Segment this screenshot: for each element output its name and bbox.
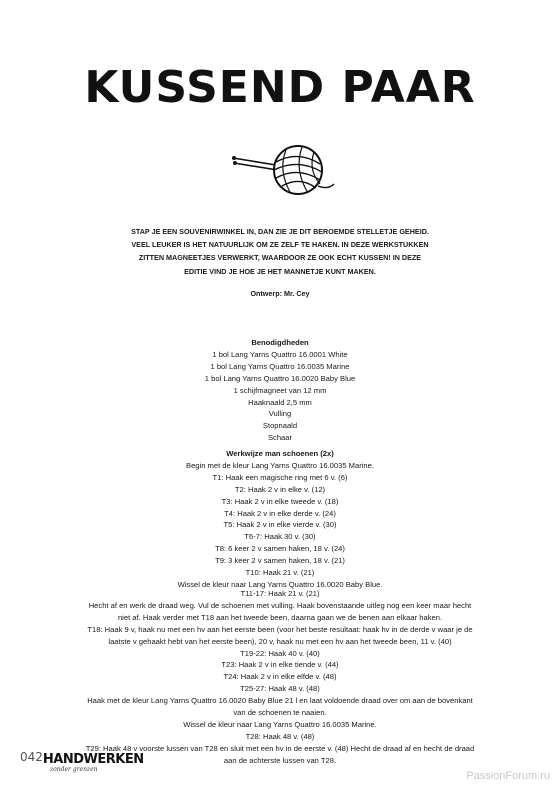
materials-section: [40, 337, 520, 444]
intro-line: ZITTEN MAGNEETJES VERWERKT, WAARDOOR ZE OOK ECHT KUSSEN! IN DEZE: [138, 253, 422, 263]
materials-item: Vulling: [268, 409, 292, 419]
method-line: T2: Haak 2 v in elke v. (12): [234, 484, 326, 494]
materials-item: 1 schijfmagneet van 12 mm: [233, 385, 327, 395]
continuation-line: Haak met de kleur Lang Yarns Quattro 16.0020 Baby Blue 21 l en laat voldoende draad over om aan de bovenkant: [87, 696, 473, 706]
brand-tagline: zonder grenzen: [50, 766, 98, 773]
intro-line: EDITIE VIND JE HOE JE HET MANNETJE KUNT MAKEN.: [184, 266, 376, 276]
continuation-line: T18: Haak 9 v, haak nu met een hv aan het eerste been (voor het beste resultaat: haak hv in de derde v waar je de: [87, 624, 473, 634]
page-title: KUSSEND PAAR: [84, 62, 476, 113]
continuation-line: T19-22: Haak 40 v. (40): [240, 648, 320, 658]
method-heading: Werkwijze man schoenen (2x): [226, 449, 334, 458]
method-line: Begin met de kleur Lang Yarns Quattro 16.0035 Marine.: [186, 460, 374, 470]
footer: [20, 750, 144, 773]
intro-line: STAP JE EEN SOUVENIRWINKEL IN, DAN ZIE JE DIT BEROEMDE STELLETJE GEHEID.: [131, 227, 429, 236]
continuation-line: Hecht af en werk de draad weg. Vul de schoenen met vulling. Haak bovenstaande uitleg nog een keer maar hecht: [88, 600, 472, 610]
page-number: 042: [20, 750, 43, 764]
method-line: T9: 3 keer 2 v samen haken, 18 v. (21): [215, 556, 345, 566]
method-line: T4: Haak 2 v in elke derde v. (24): [224, 508, 336, 518]
continuation-line: niet af. Haak verder met T18 aan het tweede been, daarna gaan we de benen aan elkaar haken.: [117, 612, 443, 622]
materials-heading: Benodigdheden: [251, 338, 309, 347]
materials-item: Haaknaald 2,5 mm: [248, 397, 312, 407]
method-section: [40, 448, 520, 591]
continuation-section: [30, 588, 530, 767]
materials-item: Schaar: [267, 433, 293, 443]
method-line: T1: Haak een magische ring met 6 v. (6): [212, 472, 348, 482]
continuation-line: T11-17: Haak 21 v. (21): [240, 589, 320, 598]
method-line: T8: 6 keer 2 v samen haken, 18 v. (24): [215, 544, 345, 554]
materials-item: Stopnaald: [262, 421, 298, 431]
method-line: T3: Haak 2 v in elke tweede v. (18): [221, 496, 339, 506]
method-line: Wissel de kleur naar Lang Yarns Quattro 16.0020 Baby Blue.: [177, 579, 383, 589]
continuation-line: aan de achterste lussen van T28.: [223, 755, 337, 765]
brand-logo: HANDWERKEN: [42, 752, 144, 767]
materials-item: 1 bol Lang Yarns Quattro 16.0001 White: [212, 349, 348, 359]
continuation-line: T25-27: Haak 48 v. (48): [240, 684, 320, 694]
method-line: T10: Haak 21 v. (21): [245, 568, 315, 578]
intro-line: VEEL LEUKER IS HET NATUURLIJK OM ZE ZELF TE HAKEN. IN DEZE WERKSTUKKEN: [131, 240, 429, 250]
continuation-line: T29: Haak 48 v voorste lussen van T28 en sluit met een hv in de eerste v. (48) Hecht de draad af en hecht de draad: [85, 743, 475, 753]
continuation-line: T23: Haak 2 v in elke tiende v. (44): [221, 660, 339, 670]
materials-item: 1 bol Lang Yarns Quattro 16.0020 Baby Blue: [204, 373, 356, 383]
intro-text: [100, 225, 460, 278]
continuation-line: van de schoenen te naaien.: [233, 708, 327, 718]
continuation-line: laatste v gehaakt hebt van het eerste been), 20 v, haak nu met een hv aan het tweede been, 11 v. (40): [108, 636, 452, 646]
continuation-line: Wissel de kleur naar Lang Yarns Quattro 16.0035 Marine.: [183, 719, 377, 729]
method-line: T5: Haak 2 v in elke vierde v. (30): [223, 520, 337, 530]
yarn-ball-icon: [228, 140, 338, 198]
design-credit: Ontwerp: Mr. Cey: [250, 289, 310, 298]
watermark: PassionForum.ru: [466, 770, 550, 782]
method-line: T6-7: Haak 30 v. (30): [244, 532, 316, 542]
continuation-line: T28: Haak 48 v. (48): [245, 731, 315, 741]
materials-item: 1 bol Lang Yarns Quattro 16.0035 Marine: [210, 361, 350, 371]
continuation-line: T24: Haak 2 v in elke elfde v. (48): [223, 672, 337, 682]
